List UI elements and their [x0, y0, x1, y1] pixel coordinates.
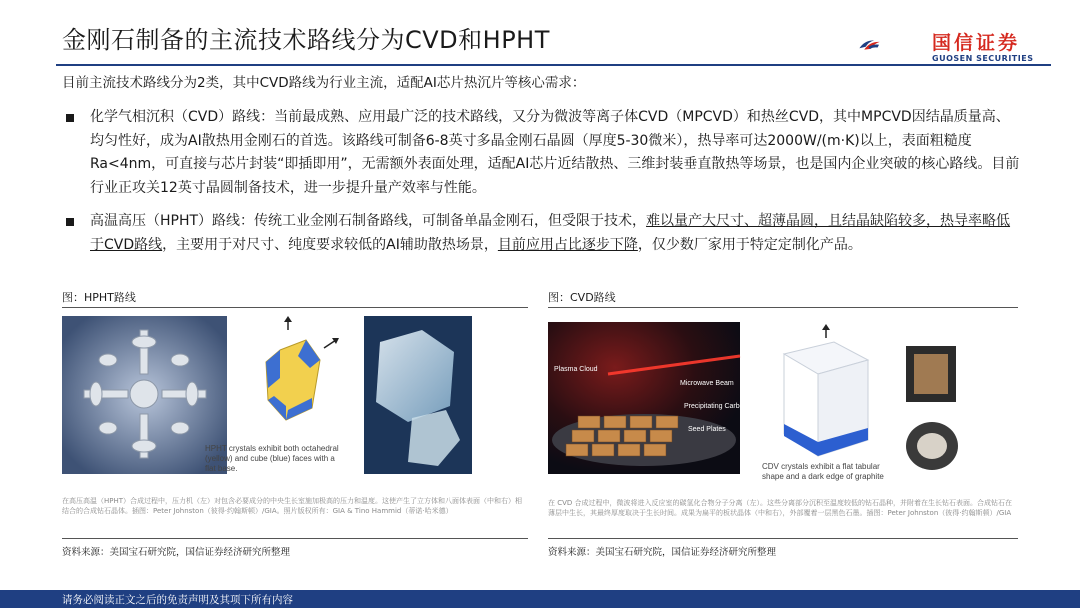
bullet-hpht — [62, 210, 1022, 257]
figure-right-divider — [548, 307, 1018, 308]
cvd-diagram-label: CDV crystals exhibit a flat tabular shape and a dark edge of graphite — [762, 462, 884, 481]
bullet-cvd-text: 化学气相沉积（CVD）路线：当前最成熟、应用最广泛的技术路线，又分为微波等离子体CVD（MPCVD）和热丝CVD，其中MPCVD因结晶质量高、均匀性好，成为AI散热用金刚石的首选。该路线可制备6-8英寸多晶金刚石晶圆（厚度5-30微米），热导率可达2000W/(m·K)以上，表面粗糙度Ra<4nm，可直接与芯片封装“即插即用”，无需额外表面处理，适配AI芯片近结散热、三维封装垂直散热等场景，也是国内企业突破的核心路线。目前行业正攻关12英寸晶圆制备技术，进一步提升量产效率与性能。 — [90, 109, 1020, 196]
slide-title: 金刚石制备的主流技术路线分为CVD和HPHT — [62, 26, 550, 54]
cvd-illustration — [548, 316, 1012, 481]
header-divider — [56, 64, 1051, 66]
label-microwave-beam: Microwave Beam — [680, 380, 734, 387]
bullet-square-icon — [66, 218, 74, 226]
slide-header — [0, 0, 1080, 68]
figure-right-title: 图：CVD路线 — [548, 291, 616, 304]
hpht-illustration — [62, 316, 526, 476]
label-plasma-cloud: Plasma Cloud — [554, 366, 598, 373]
intro-text: 目前主流技术路线分为2类，其中CVD路线为行业主流，适配AI芯片热沉片等核心需求： — [62, 75, 586, 91]
guosen-logo-icon — [858, 22, 928, 66]
cvd-diagram-svg — [548, 316, 1018, 476]
footer-bar — [0, 590, 1080, 608]
logo-english-name: GUOSEN SECURITIES — [932, 54, 1034, 63]
hpht-crystal-shape — [266, 316, 339, 420]
underlined-text: 目前应用占比逐步下降 — [497, 236, 638, 253]
bullet-cvd — [62, 106, 1022, 200]
bullet-hpht-text: 高温高压（HPHT）路线：传统工业金刚石制备路线，可制备单晶金刚石，但受限于技术，难以量产大尺寸、超薄晶圆，且结晶缺陷较多，热导率略低于CVD路线，主要用于对尺寸、纯度要求较低的AI辅助散热场景，目前应用占比逐步下降，仅少数厂家用于特定定制化产品。 — [90, 213, 1011, 253]
figure-left-title: 图：HPHT路线 — [62, 291, 136, 304]
hpht-diagram-label: HPHT crystals exhibit both octahedral (yellow) and cube (blue) faces with a flat base. — [205, 444, 339, 473]
bullet-square-icon — [66, 114, 74, 122]
figure-right-source: 资料来源：美国宝石研究院，国信证券经济研究所整理 — [548, 547, 777, 558]
figure-left-source: 资料来源：美国宝石研究院，国信证券经济研究所整理 — [62, 547, 291, 558]
figure-left-caption: 在高压高温（HPHT）合成过程中，压力机（左）对包含必要成分的中央生长室施加极高的压力和温度。这使产生了立方体和八面体表面（中和右）相结合的合成钻石晶体。插图：Peter Johnston（彼得·约翰斯顿）/GIA。照片版权所有：GIA & Tino Hammid（蒂诺·哈米德） — [62, 497, 523, 515]
footer-disclaimer: 请务必阅读正文之后的免责声明及其项下所有内容 — [62, 594, 293, 606]
label-seed-plates: Seed Plates — [688, 426, 726, 433]
logo-chinese-name: 国信证券 — [932, 32, 1021, 54]
figure-right-caption: 在 CVD 合成过程中，微波将进入反应室的碳氢化合物分子分离（左）。这些分离部分沉积至温度较低的钻石晶种，并附着在生长钻石表面。合成钻石在薄层中生长，其最终厚度取决于生长时间。成果为扁平的板状晶体（中和右），外部覆着一层黑色石墨。插图：Peter Johnston（彼得·约翰斯顿）/GIA — [548, 499, 1013, 517]
label-precipitating-carbon: Precipitating Carbon — [684, 403, 748, 410]
figure-left-bottom-divider — [62, 538, 528, 539]
underlined-text: 难以量产大尺寸、超薄晶圆，且结晶缺陷较多，热导率略低于CVD路线 — [90, 213, 1011, 253]
figure-right-bottom-divider — [548, 538, 1018, 539]
cvd-crystal-cube — [784, 324, 868, 456]
figure-left-divider — [62, 307, 528, 308]
